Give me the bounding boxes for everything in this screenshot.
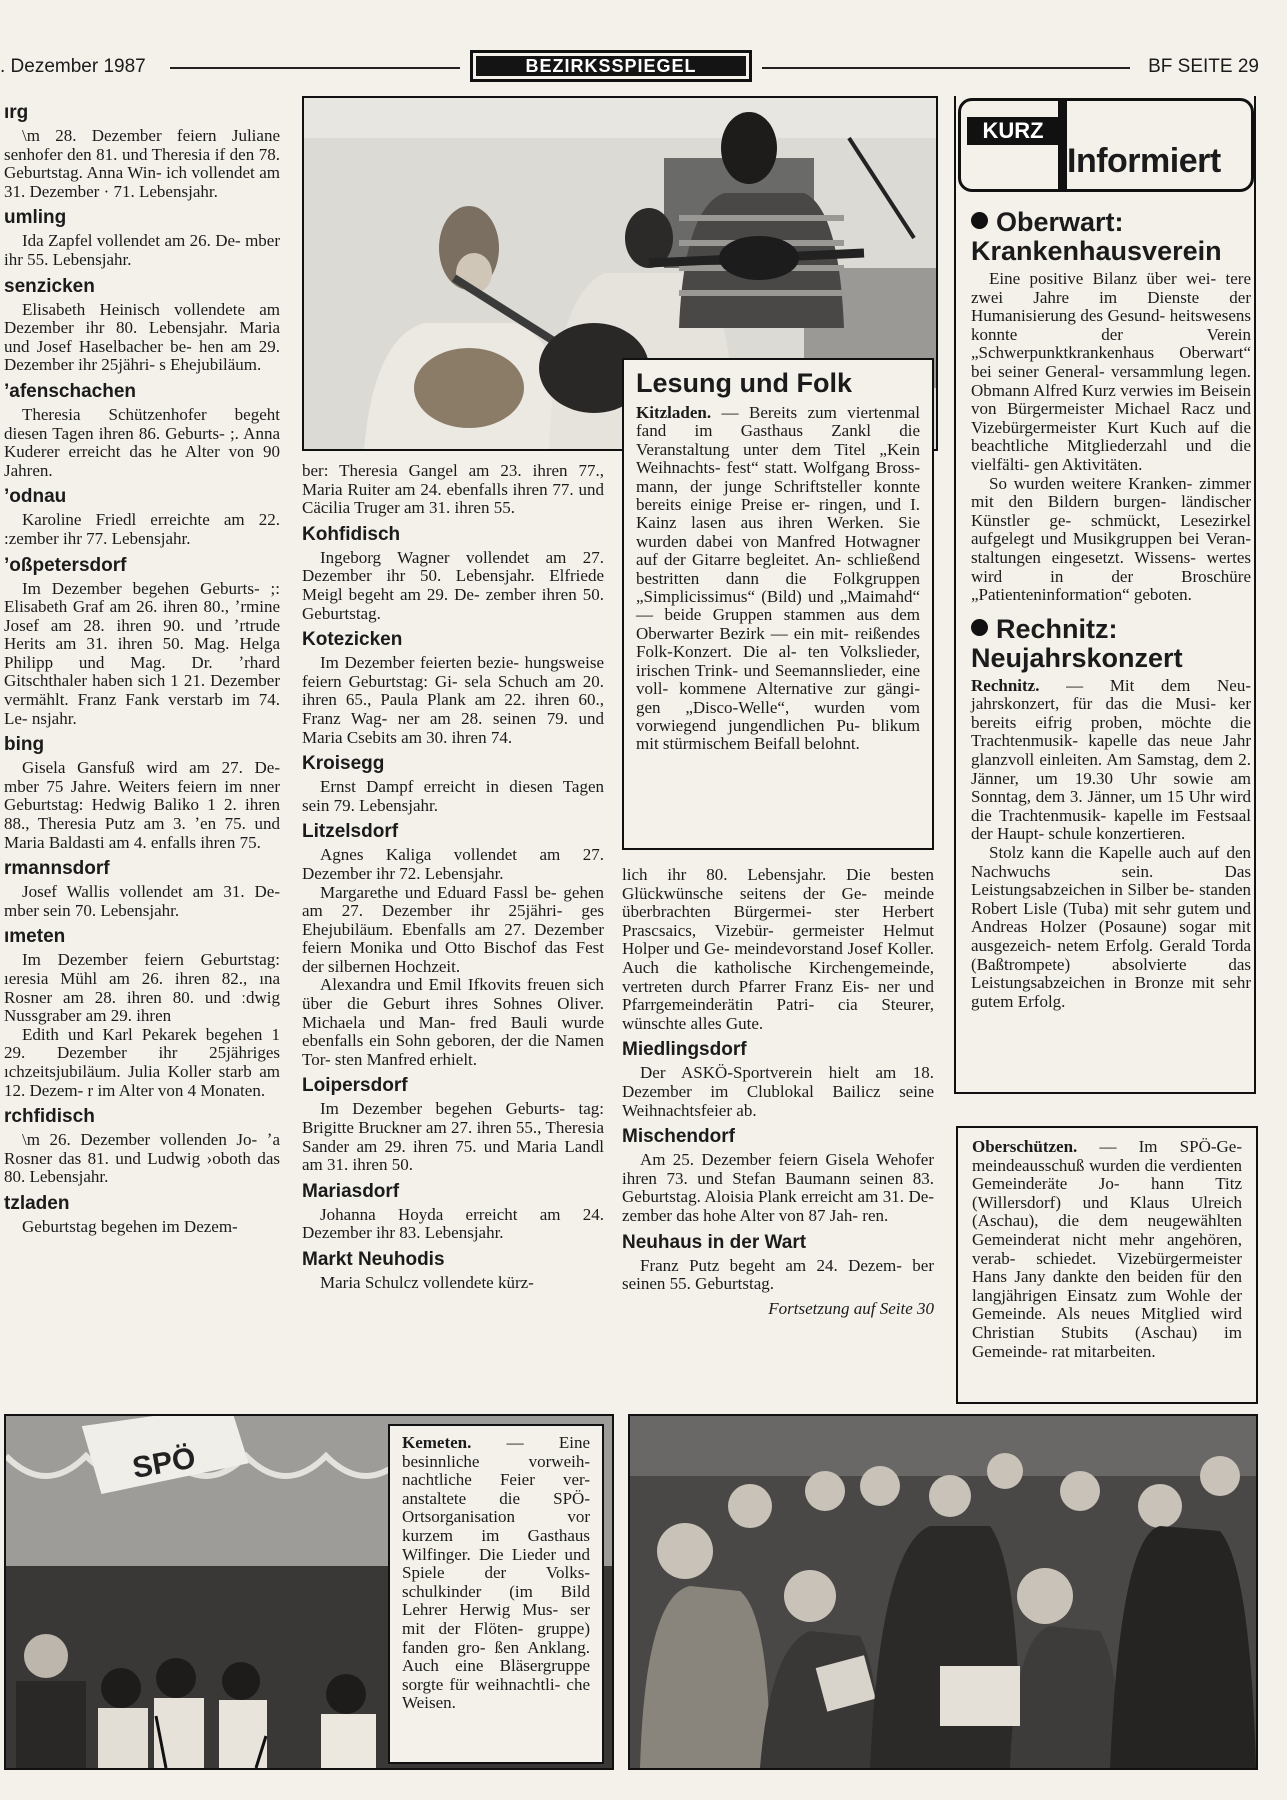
header-rule-left	[170, 67, 460, 69]
locality-heading: Litzelsdorf	[302, 821, 399, 843]
locality-heading: rmannsdorf	[4, 858, 110, 880]
locality-text: Ingeborg Wagner vollendet am 27. Dezember ihr 50. Lebensjahr. Elfriede Meigl begeht am 29. De- zember ihren 50. Geburtstag.	[302, 547, 604, 623]
locality-heading: Mariasdorf	[302, 1180, 400, 1202]
locality-text: Gisela Gansfuß wird am 27. De- mber 75 Jahre. Weiters feiern im nner Geburtstag: Hedwig Baliko 1 2. ihren 88., Theresia Putz am 3. ʼen 75. und Maria Baldasti am 4. enfalls ihren 75.	[4, 758, 280, 852]
locality-heading: senzicken	[4, 275, 95, 297]
kemeten-text: — Eine besinnliche vorweih- nachtliche Feier ver- anstaltete die SPÖ- Ortsorganisation vor kurzem im Gasthaus Wilfinger. Die Lieder und Spiele der Volks- schulkinder (im Bild Lehrer Herwig Mus- ser mit der Flöten- gruppe) fanden gro- ßen Anklang. Auch eine Bläsergruppe sorgte für weihnachtli- che Weisen.	[402, 1433, 590, 1713]
article-text: — Bereits zum viertenmal fand im Gasthaus Zankl die Veranstaltung unter dem Titel „Kein Weihnachts- fest“ statt. Wolfgang Bross- mann, der junge Schriftsteller konnte bereits einige Preise er- ringen, und I. Kainz lasen aus ihren Werken. Sie wurden dabei von Manfred Hotwagner auf der Gitarre begleitet. An- schließend bestritten dann die Folkgruppen „Simplicissimus“ (Bild) und „Maimahd“ — beide Gruppen stammen aus dem Oberwarter Bezirk — ein mit- reißendes Folk-Konzert. Die al- ten Volkslieder, irischen Trink- und Seemannslieder, eine voll- kommene Alternative zur gängi- gen „Disco-Welle“, wurden vom vorwiegend jungendlichen Pu- blikum mit stürmischem Beifall belohnt.	[636, 403, 920, 754]
locality-text: Josef Wallis vollendet am 31. De- mber sein 70. Lebensjahr.	[4, 882, 280, 920]
bullet-icon	[971, 212, 988, 229]
oberschuetzen-lead: Oberschützen.	[972, 1137, 1078, 1156]
locality-text: Ida Zapfel vollendet am 26. De- mber ihr 55. Lebensjahr.	[4, 231, 280, 269]
rechnitz-headline-2: Neujahrskonzert	[971, 642, 1183, 673]
locality-text: Johanna Hoyda erreicht am 24. Dezember ihr 83. Lebensjahr.	[302, 1204, 604, 1243]
kurz-logo-bar	[1058, 98, 1067, 192]
rechnitz-text-2: Stolz kann die Kapelle auch auf den Nachwuchs sein. Das Leistungsabzeichen in Silber be- standen Robert Lisle (Tuba) mit sehr gutem und Andreas Holzer (Posaune) sogar mit ausgezeich- netem Erfolg. Gerald Torda (Baßtrompete) absolvierte das Leistungsabzeichen in Bronze mit sehr gutem Erfolg.	[971, 843, 1251, 1011]
kurz-rule-bottom	[954, 1092, 1256, 1094]
oberschuetzen-body	[972, 1138, 1242, 1361]
locality-heading: Kotezicken	[302, 629, 403, 651]
section-banner	[470, 50, 752, 82]
photo-oberschuetzen-group	[628, 1414, 1258, 1770]
rechnitz-headline	[971, 615, 1251, 673]
oberwart-body	[971, 270, 1251, 605]
column-birthdays-3	[622, 866, 934, 1396]
column-birthdays-1	[4, 96, 280, 1396]
bullet-icon	[971, 619, 988, 636]
locality-heading: Kroisegg	[302, 753, 385, 775]
banner-text: SPÖ	[129, 1441, 199, 1485]
kurz-rule-left	[954, 96, 956, 1094]
locality-heading: Loipersdorf	[302, 1075, 408, 1097]
kurz-logo	[958, 98, 1254, 192]
locality-text: Im Dezember feiern Geburtstag: ıeresia Mühl am 26. ihren 82., ına Rosner am 28. ihren 80. und ːdwig Nussgraber am 29. ihren	[4, 950, 280, 1026]
locality-text: Margarethe und Eduard Fassl be- gehen am 27. Dezember ihr 25jähri- ges Ehejubiläum. Ebenfalls am 27. Dezember feiern Monika und Otto Bischof das Fest der silbernen Hochzeit.	[302, 882, 604, 976]
locality-text: Geburtstag begehen im Dezem-	[22, 1216, 238, 1236]
caption-kemeten	[388, 1424, 604, 1764]
locality-heading: Miedlingsdorf	[622, 1039, 747, 1061]
kemeten-body	[402, 1434, 590, 1713]
kurz-informiert-column	[956, 96, 1258, 1096]
article-lead: Kitzladen.	[636, 403, 712, 422]
oberwart-headline	[971, 208, 1251, 266]
oberwart-headline-2: Krankenhausverein	[971, 236, 1222, 266]
locality-text: Der ASKÖ-Sportverein hielt am 18. Dezember im Clublokal Bailicz seine Weihnachtsfeier ab.	[622, 1063, 934, 1120]
issue-date: . Dezember 1987	[0, 56, 146, 77]
locality-text: Karoline Friedl erreichte am 22. :zember ihr 77. Lebensjahr.	[4, 510, 280, 548]
article-title: Lesung und Folk	[636, 368, 852, 398]
locality-text: Edith und Karl Pekarek begehen 1 29. Dezember ihr 25jähriges ıchzeitsjubiläum. Julia Koller starb am 12. Dezem- r im Alter von 4 Monaten.	[4, 1024, 280, 1100]
locality-heading: rchfidisch	[4, 1106, 95, 1128]
locality-text: Agnes Kaliga vollendet am 27. Dezember ihr 72. Lebensjahr.	[302, 845, 604, 883]
locality-heading: ʼodnau	[4, 486, 67, 508]
kurz-rule-right	[1254, 96, 1256, 1094]
oberschuetzen-text: — Im SPÖ-Ge- meindeausschuß wurden die verdienten Gemeinderäte Jo- hann Titz (Willersdorf) und Klaus Ulreich (Aschau), die dem neugewählten Gemeinderat nicht mehr angehören, verab- schiedet. Vizebürgermeister Hans Jany dankte den beiden für den langjährigen Einsatz zum Wohle der Gemeinde. Als neues Mitglied wird Christian Stubits (Aschau) im Gemeinde- rat mitarbeiten.	[972, 1137, 1242, 1361]
section-title: BEZIRKSSPIEGEL	[476, 56, 746, 76]
locality-text: Im Dezember feierten bezie- hungsweise feiern Geburtstag: Gi- sela Schuch am 20. ihren 65., Paula Plank am 22. ihren 60., Franz Wag- ner am 28. seinen 79. und Maria Csebits am 30. ihren 74.	[302, 653, 604, 747]
locality-heading: ımeten	[4, 926, 66, 948]
locality-text: Elisabeth Heinisch vollendete am Dezember ihr 80. Lebensjahr. Maria und Josef Haselbacher be- hen am 29. Dezember ihr 25jähri- s Ehejubiläum.	[4, 299, 280, 375]
locality-heading: ʼoßpetersdorf	[4, 554, 127, 576]
locality-heading: umling	[4, 207, 67, 229]
article-body	[636, 404, 920, 754]
locality-heading: Kohfidisch	[302, 523, 401, 545]
column-intro: ber: Theresia Gangel am 23. ihren 77., Maria Ruiter am 24. ebenfalls ihren 77. und Cäcilia Truger am 31. ihren 55.	[302, 462, 604, 518]
kurz-logo-big: Informiert	[1067, 142, 1221, 180]
header-rule-right	[762, 67, 1130, 69]
oberwart-text-2: So wurden weitere Kranken- zimmer mit den Bildern burgen- ländischer Künstler ge- schmückt, Lesezirkel aufgelegt und Musikgruppen bei Veran- staltungen eingesetzt. Wissens- wertes wird in der Broschüre „Patienteninformation“ geboten.	[971, 473, 1251, 605]
rechnitz-text-1	[971, 677, 1251, 844]
locality-heading: ʼafenschachen	[4, 380, 136, 402]
article-oberwart	[971, 200, 1251, 1011]
locality-text: Maria Schulcz vollendete kürz-	[320, 1273, 534, 1292]
locality-text: Franz Putz begeht am 24. Dezem- ber seinen 55. Geburtstag.	[622, 1255, 934, 1294]
locality-heading: Neuhaus in der Wart	[622, 1231, 807, 1253]
locality-text: Am 25. Dezember feiern Gisela Wehofer ihren 73. und Stefan Baumann seinen 83. Geburtstag. Aloisia Plank erreicht am 31. De- zember das hohe Alter von 87 Jah- ren.	[622, 1150, 934, 1225]
article-lesung-und-folk	[622, 358, 934, 850]
kurz-logo-small: KURZ	[967, 117, 1059, 145]
column-intro: lich ihr 80. Lebensjahr. Die besten Glückwünsche seitens der Ge- meinde überbrachten Bürgermei- ster Herbert Prascsaics, Vizebür- germeister Helmut Holper und Ge- meindevorstand Josef Koller. Auch die katholische Kirchengemeinde, vertreten durch Pfarrer Franz Eis- ner und Pfarrgemeinderätin Patri- cia Steurer, wünschte alles Gute.	[622, 866, 934, 1033]
locality-text: Ernst Dampf erreicht in diesen Tagen sein 79. Lebensjahr.	[302, 777, 604, 815]
locality-heading: bing	[4, 734, 45, 756]
column-birthdays-2	[302, 462, 604, 1396]
article-oberschuetzen	[956, 1126, 1258, 1404]
rechnitz-lead: Rechnitz.	[971, 675, 1040, 695]
locality-text: \m 28. Dezember feiern Juliane senhofer den 81. und Theresia if den 78. Geburtstag. Anna Win- ich vollendet am 31. Dezember · 71. Lebensjahr.	[4, 126, 280, 201]
locality-text: Alexandra und Emil Ifkovits freuen sich über die Geburt ihres Sohnes Oliver. Michaela und Man- fred Bauli wurde ebenfalls ein Sohn geboren, der die Namen Tor- sten Manfred erhielt.	[302, 975, 604, 1069]
rechnitz-text: — Mit dem Neu- jahrskonzert, für das die Musi- ker bereits eifrig proben, möchte die Trachtenmusik- kapelle das neue Jahr glanzvoll einleiten. Am Samstag, dem 2. Jänner, um 19.30 Uhr sowie am Sonntag, dem 3. Jänner, um 15 Uhr wird die Trachtenmusik- kapelle im Festsaal der Haupt- schule konzertieren.	[971, 675, 1251, 844]
locality-heading: Mischendorf	[622, 1126, 735, 1148]
rechnitz-headline-1: Rechnitz:	[996, 613, 1118, 644]
group-image	[630, 1416, 1256, 1768]
locality-text: Im Dezember begehen Geburts- tag: Brigitte Bruckner am 27. ihren 55., Theresia Sander am 29. ihren 75. und Maria Landl am 31. ihren 50.	[302, 1099, 604, 1175]
oberwart-text-1: Eine positive Bilanz über wei- tere zwei Jahre im Dienste der Humanisierung des Gesund- heitswesens konnte der Verein „Schwerpunktkrankenhaus Oberwart“ bei seiner General- versammlung legen. Obmann Alfred Kurz verwies im Beisein von Bürgermeister Michael Racz und Vizebürgermeister Kurt Kuch auf die beachtliche Mitgliederzahl und die vielfälti- gen Aktivitäten.	[971, 269, 1251, 474]
locality-text: Im Dezember begehen Geburts- ;: Elisabeth Graf am 26. ihren 80., ʼrmine Josef am 28. ihren 90. und ʼrtrude Herits am 31. ihren 50. Mag. Helga Philipp und Mag. Dr. ʼrhard Gitschthaler haben sich 1 21. Dezember vermählt. Franz Fank verstarb im 74. Le- nsjahr.	[4, 578, 280, 728]
rechnitz-body	[971, 677, 1251, 1012]
locality-heading: Markt Neuhodis	[302, 1249, 445, 1270]
locality-text: \m 26. Dezember vollenden Jo- ʼa Rosner das 81. und Ludwig ›oboth das 80. Lebensjahr.	[4, 1130, 280, 1187]
kemeten-lead: Kemeten.	[402, 1433, 472, 1452]
continued-note: Fortsetzung auf Seite 30	[768, 1298, 934, 1318]
locality-heading: ırg	[4, 102, 29, 123]
locality-text: Theresia Schützenhofer begeht diesen Tagen ihren 86. Geburts- ;. Anna Kuderer erreicht das he Alter von 90 Jahren.	[4, 404, 280, 480]
page-number: BF SEITE 29	[1148, 56, 1259, 77]
locality-heading: tzladen	[4, 1192, 70, 1214]
oberwart-headline-1: Oberwart:	[996, 207, 1124, 237]
